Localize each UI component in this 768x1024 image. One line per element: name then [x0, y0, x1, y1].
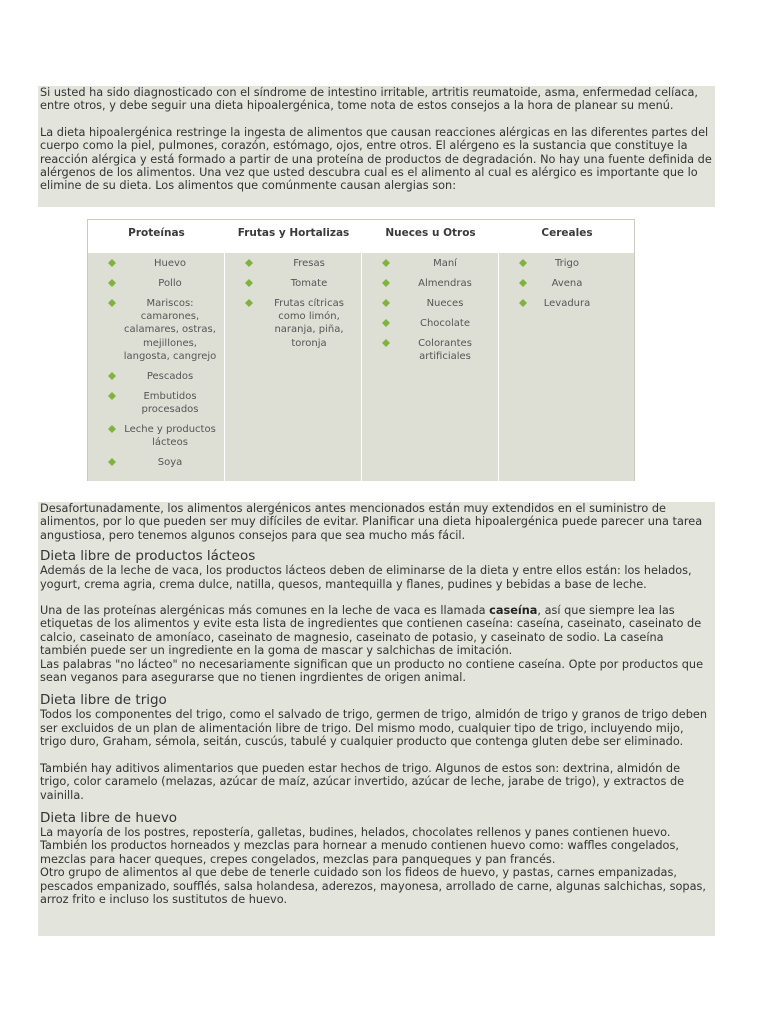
table-list-item: [362, 257, 498, 270]
table-list-item: [362, 297, 498, 310]
table-item-label: Pescados: [146, 370, 194, 382]
dairy-paragraph-3: Las palabras "no lácteo" no necesariamente significan que un producto no contiene caseína. Opte por productos que sean veganos para asegurarse que no tienen ingrdientes de origen animal.: [40, 657, 704, 685]
column-frutas-hortalizas: [225, 253, 362, 481]
table-list-item: [499, 297, 635, 310]
table-list-item: [88, 370, 224, 383]
table-item-label: Nueces: [426, 297, 464, 309]
bullet-icon: [519, 299, 527, 303]
intro-paragraph-2: La dieta hipoalergénica restringe la ingesta de alimentos que causan reacciones alérgicas en las diferentes partes del cuerpo como la piel, pulmones, corazón, estómago, ojos, entre otros. El alérgeno es la sustancia que constituye la reacción alérgica y está formado a partir de una proteína de productos de degradación. No hay una fuente definida de alérgenos de los alimentos. Una vez que usted descubra cual es el alimento al cual es alérgico es importante que lo elimine de su dieta. Los alimentos que comúnmente causan alergias son:: [40, 125, 712, 193]
table-item-label: Avena: [551, 277, 583, 289]
wheat-paragraph-1: Todos los componentes del trigo, como el salvado de trigo, germen de trigo, almidón de trigo y granos de trigo deben ser excluidos de un plan de alimentación libre de trigo. Del mismo modo, cualquier tipo de trigo, incluyendo mijo, trigo duro, Graham, sémola, seitán, cuscús, tabulé y cualquier producto que contenga gluten debe ser eliminado.: [40, 708, 708, 749]
egg-paragraph-2: También los productos horneados y mezclas para hornear a menudo contienen huevo como: waffles congelados, mezclas para hacer queques, crepes congelados, mezclas para panqueques y pan francés.: [40, 839, 679, 866]
header-nueces-otros: Nueces u Otros: [385, 227, 476, 239]
table-item-label: Embutidos procesados: [141, 390, 199, 416]
table-list-item: [225, 257, 361, 270]
table-list-item: [88, 277, 224, 290]
egg-free-heading: Dieta libre de huevo: [40, 809, 178, 826]
table-item-label: Leche y productos lácteos: [124, 423, 216, 449]
table-body: [88, 253, 634, 481]
table-item-label: Almendras: [418, 277, 472, 289]
dairy-paragraph-2-start: Una de las proteínas alergénicas más comunes en la leche de vaca es llamada: [40, 604, 490, 618]
bullet-icon: [108, 279, 116, 283]
table-item-label: Chocolate: [419, 317, 471, 329]
bullet-icon: [519, 259, 527, 263]
dairy-paragraph-2: [40, 604, 713, 658]
caseina-bold: caseína: [489, 604, 538, 618]
table-list-item: [88, 257, 224, 270]
body-intro-paragraph: Desafortunadamente, los alimentos alergénicos antes mencionados están muy extendidos en el suministro de alimentos, por lo que pueden ser muy difíciles de evitar. Planificar una dieta hipoalergénica puede parecer una tarea angustiosa, pero tenemos algunos consejos para que sea mucho más fácil.: [40, 502, 703, 542]
content-section: [38, 502, 715, 936]
bullet-icon: [108, 299, 116, 303]
table-list-item: [88, 423, 224, 450]
column-nueces-otros: [362, 253, 499, 481]
table-item-label: Mariscos: camarones, calamares, ostras, mejillones, langosta, cangrejo: [123, 297, 217, 362]
bullet-icon: [245, 279, 253, 283]
table-list-item: [499, 257, 635, 270]
dairy-paragraph-1: Además de la leche de vaca, los productos lácteos deben de eliminarse de la dieta y entre ellos están: los helados, yogurt, crema agria, crema dulce, natilla, quesos, mantequilla y flanes, pudines y bebidas a base de leche.: [40, 564, 692, 591]
table-list-item: [225, 297, 361, 350]
table-list-item: [225, 277, 361, 290]
table-header-row: [88, 220, 634, 254]
bullet-icon: [382, 299, 390, 303]
table-list-item: [88, 297, 224, 363]
table-item-label: Colorantes artificiales: [418, 337, 472, 362]
table-list-item: [362, 337, 498, 364]
table-item-label: Tomate: [290, 277, 328, 289]
bullet-icon: [382, 259, 390, 263]
column-proteinas: [88, 253, 225, 481]
table-item-label: Fresas: [293, 258, 325, 269]
table-item-label: Pollo: [158, 277, 182, 289]
bullet-icon: [108, 372, 116, 376]
wheat-paragraph-2: También hay aditivos alimentarios que pueden estar hechos de trigo. Algunos de estos son: dextrina, almidón de trigo, color caramelo (melazas, azúcar de maíz, azúcar invertido, azúcar de leche, jarabe de trigo), y extractos de vainilla.: [40, 761, 685, 802]
table-item-label: Levadura: [543, 297, 591, 309]
bullet-icon: [382, 279, 390, 283]
bullet-icon: [245, 299, 253, 303]
table-list-item: [362, 277, 498, 290]
bullet-icon: [519, 279, 527, 283]
allergen-table: [87, 219, 635, 481]
table-item-label: Soya: [157, 457, 183, 469]
header-frutas-hortalizas: Frutas y Hortalizas: [237, 227, 350, 239]
dairy-paragraph-2-end: , así que siempre lea las etiquetas de los alimentos y evite esta lista de ingredientes que contienen caseína: caseína, caseinato, caseinato de calcio, caseinato de amoníaco, caseinato de magnesio, caseinato de potasio, y caseinato de sodio. La caseína también puede ser un ingrediente en la goma de mascar y salchichas de imitación.: [40, 604, 702, 658]
egg-paragraph-1: La mayoría de los postres, repostería, galletas, budines, helados, chocolates rellenos y panes contienen huevo.: [40, 825, 671, 839]
table-list-item: [88, 456, 224, 469]
table-item-label: Trigo: [555, 258, 579, 269]
header-cereales: Cereales: [541, 227, 593, 239]
dairy-free-heading: Dieta libre de productos lácteos: [40, 548, 256, 565]
table-item-label: Maní: [433, 258, 457, 269]
header-proteinas: Proteínas: [128, 227, 185, 239]
bullet-icon: [108, 259, 116, 263]
intro-section: [38, 86, 715, 207]
bullet-icon: [245, 259, 253, 263]
table-item-label: Huevo: [153, 258, 187, 269]
bullet-icon: [108, 425, 116, 429]
table-list-item: [88, 390, 224, 417]
bullet-icon: [108, 392, 116, 396]
egg-paragraph-3: Otro grupo de alimentos al que debe de tenerle cuidado son los fideos de huevo, y pastas, carnes empanizadas, pescados empanizado, soufflés, salsa holandesa, aderezos, mayonesa, arrollado de carne, algunas salchichas, sopas, arroz frito e incluso los sustitutos de huevo.: [40, 866, 707, 906]
wheat-free-heading: Dieta libre de trigo: [40, 692, 167, 709]
bullet-icon: [382, 319, 390, 323]
table-item-label: Frutas cítricas como limón, naranja, piña, toronja: [274, 297, 344, 349]
intro-paragraph-1: Si usted ha sido diagnosticado con el síndrome de intestino irritable, artritis reumatoide, asma, enfermedad celíaca, entre otros, y debe seguir una dieta hipoalergénica, tome nota de estos consejos a la hora de planear su menú.: [40, 86, 698, 113]
table-list-item: [362, 317, 498, 330]
bullet-icon: [382, 339, 390, 343]
column-cereales: [499, 253, 635, 481]
table-list-item: [499, 277, 635, 290]
bullet-icon: [108, 458, 116, 462]
